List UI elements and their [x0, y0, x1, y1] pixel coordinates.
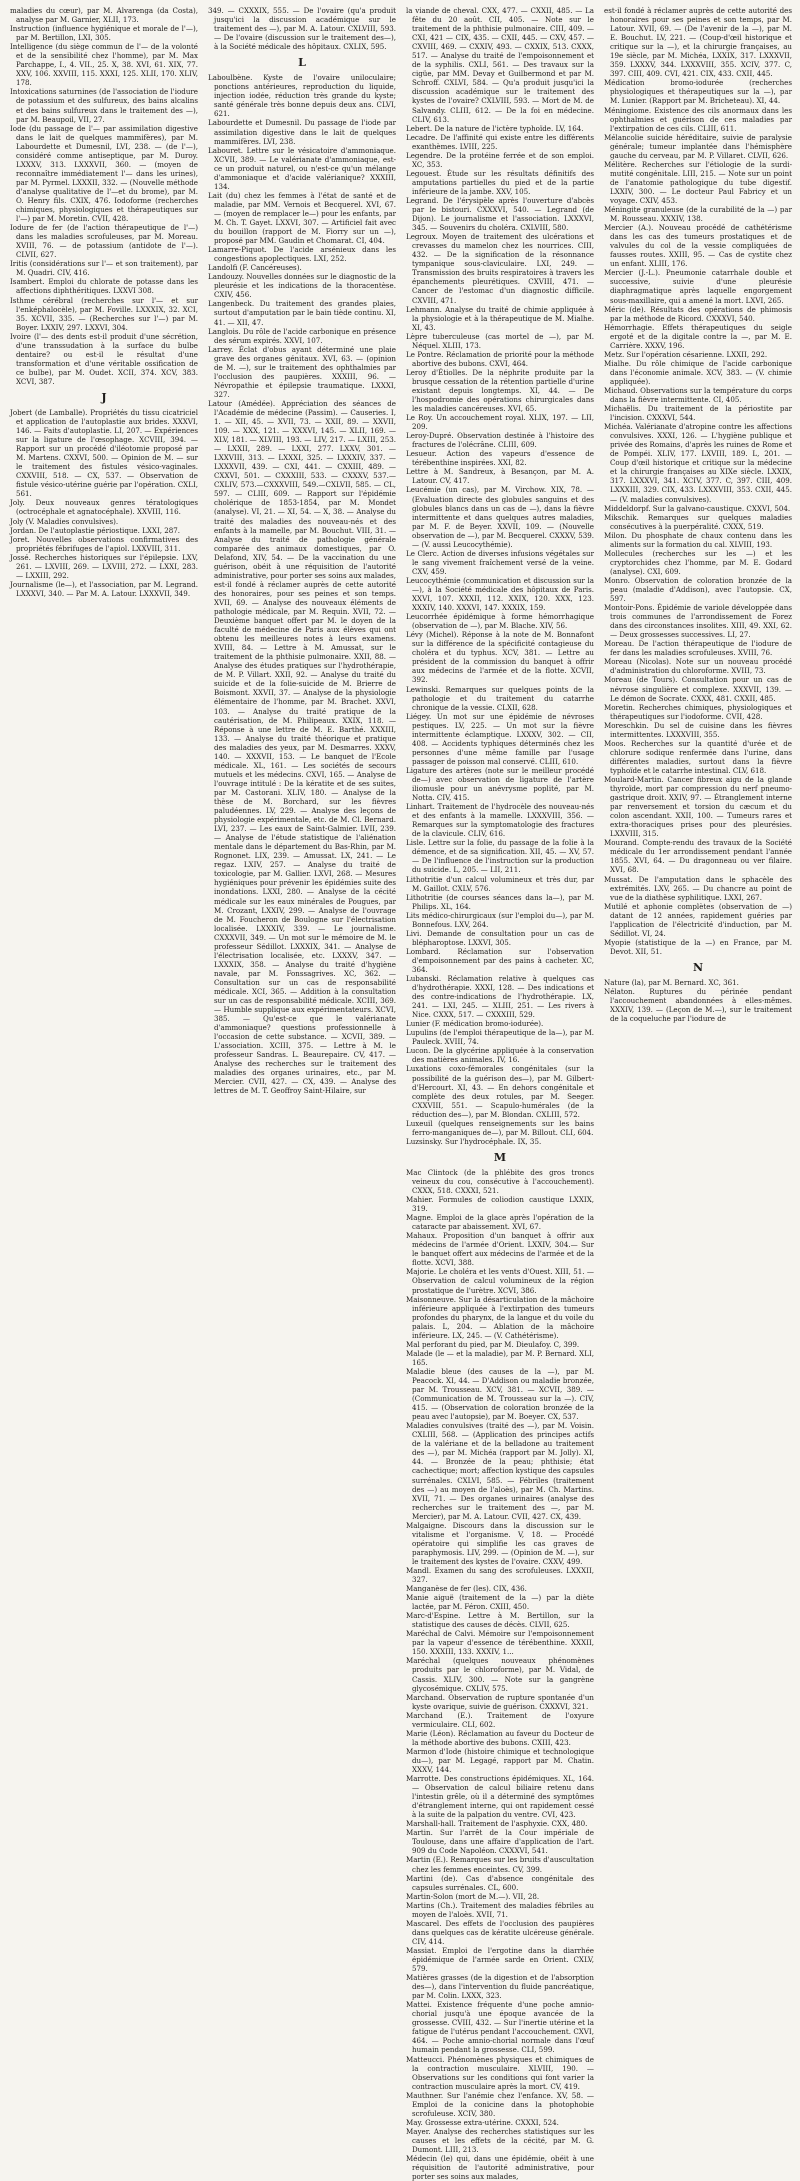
index-entry: 349. — CXXXIX, 555. — De l'ovaire (qu'a produit jusqu'ici la discussion académique sur le traitement des —), par M. A. Latour. CXLVIII, 593. — De l'ovaire (discussion sur le traitement des—), à la Société médicale des hôpitaux. CXLIX, 595.	[208, 6, 396, 52]
index-entry: Landouzy. Nouvelles données sur le diagnostic de la pleurésie et les indications de la thoracentèse. CXIV, 456.	[208, 272, 396, 300]
index-entry: Mutilé et aphonie complètes (observation de —) datant de 12 années, rapidement guéries par l'application de l'électricité d'induction, par M. Sédillot. VI, 24.	[604, 901, 792, 938]
index-entry: Maisonneuve. Sur la désarticulation de la mâchoire inférieure appliquée à l'extirpation des tumeurs profondes du pharynx, de la langue et du voile du palais. L, 204. — Ablation de la mâchoire inférieure. LX, 245. — (V. Cathétérisme).	[406, 1294, 594, 1340]
index-entry: Mikschik. Remarques sur quelques maladies consécutives à la puerpéralité. CXXX, 519.	[604, 512, 792, 531]
index-entry: Jordan. De l'autoplastie périostique. LXXI, 287.	[10, 525, 181, 535]
index-entry: Martin (E.). Remarques sur les bruits d'auscultation chez les femmes enceintes. CV, 399.	[406, 1855, 594, 1874]
index-entry: Iode (du passage de l'— par assimilation digestive dans le lait de quelques mammifères), par M. Labourdette et Dumesnil, LVI, 238. — (de l'—), considéré comme antiseptique, par M. Duroy. LXXXV, 313. LXXXVII, 360. — (moyen de reconnaître immédiatement l'— dans les urines), par M. Pyrmel. LXXXII, 332. — (Nouvelle méthode d'analyse qualitative de l'—et du brome), par M. O. Henry fils. CXIX, 476. Iodoforme (recherches chimiques, physiologiques et thérapeutiques sur l'—) par M. Moretin. CVII, 428.	[10, 123, 198, 224]
index-entry: Malade (le — et la maladie), par M. P. Bernard. XLI, 165.	[406, 1348, 594, 1367]
index-entry: Méningite granuleuse (de la curabilité de la —) par M. Rousseau. XXXIV, 138.	[604, 205, 792, 224]
index-entry: Lesueur. Action des vapeurs d'essence de térébenthine inspirées. XXI, 82.	[406, 449, 594, 468]
index-entry: Moreau (de Tours). Consultation pour un cas de névrose singulière et complexe. XXXVII, 139. — Le démon de Socrate. CXXX, 481. CXXII, 485.	[604, 675, 792, 703]
index-entry: Lucon. De la glycérine appliquée à la conservation des matières animales. IV, 16.	[406, 1046, 594, 1065]
index-entry: Malgaigne. Discours dans la discussion sur le vitalisme et l'organisme. V, 18. — Procédé opératoire qui simplifie les cas graves de paraphymosis. LIV, 299. — (Opinion de M. —), sur le traitement des kystes de l'ovaire. CXXV, 499.	[406, 1520, 594, 1566]
index-entry: Iritis (considérations sur l'— et son traitement), par M. Quadri. CIV, 416.	[10, 259, 198, 278]
index-entry: Moreau. De l'action thérapeutique de l'iodure de fer dans les maladies scrofuleuses. XVIII, 76.	[604, 639, 792, 658]
index-entry: Lettre à M. Sandreux, à Besançon, par M. A. Latour. CV, 417.	[406, 467, 594, 486]
index-entry: Legroux. Moyen de traitement des ulcérations et crevasses du mamelon chez les nourrices. CIII, 432. — De la signification de la résonnance tympanique sous-claviculaire. LXI, 249. — Transmission des bruits respiratoires à travers les épanchements pleurétiques. CXVIII, 471. — Cancer de l'estomac d'un diagnostic difficile. CXVIII, 471.	[406, 232, 594, 305]
index-entry: Lupulins (de l'emploi thérapeutique de la—), par M. Pauleck. XVIII, 74.	[406, 1028, 594, 1047]
index-entry: Michaëlis. Du traitement de la périostite par l'incision. CXXXVI, 544.	[604, 404, 792, 423]
index-entry: Legrand. De l'érysipèle après l'ouverture d'abcès par le bistouri. CXXXVI, 540. — Legrand (de Dijon). Le journalisme et l'association. LXXXVI, 345. — Souvenirs du choléra. CXLVIII, 580.	[406, 195, 594, 233]
index-entry: Marie (Léon). Réclamation au faveur du Docteur de la méthode abortive des bubons. CXIII, 423.	[406, 1728, 594, 1747]
index-entry: Joly. Deux nouveaux genres tératologiques (octrocéphale et agnatocéphale). XXVIII, 116.	[10, 498, 198, 517]
index-entry: Leroy-Dupré. Observation destinée à l'histoire des fractures de l'olécrâne. CLIII, 609.	[406, 431, 594, 450]
index-entry: Legendre. De la protéine ferrée et de son emploi. XC, 353.	[406, 150, 594, 169]
index-column-4	[604, 6, 792, 1094]
index-entry: Jossé. Recherches historiques sur l'épilepsie. LXV, 261. — LXVIII, 269. — LXVIII, 272. — LXXI, 283. — LXXIII, 292.	[10, 552, 198, 580]
index-entry: Moreschkin. Du sel de cuisine dans les fièvres intermittentes. LXXXVIII, 355.	[604, 720, 792, 739]
index-entry: Méric (de). Résultats des opérations de phimosis par la méthode de Ricord. CXXXVI, 540.	[604, 304, 792, 323]
index-entry: maladies du cœur), par M. Alvarenga (da Costa), analyse par M. Garnier, XLII, 173.	[10, 6, 198, 25]
index-entry: Mayer. Analyse des recherches statistiques sur les causes et les effets de la cécité, par M. G. Dumont. LIII, 213.	[406, 2126, 594, 2154]
index-entry: Martin. Sur l'arrêt de la Cour impériale de Toulouse, dans une affaire d'application de l'art. 909 du Code Napoléon. CXXXVI, 541.	[406, 1828, 594, 1856]
index-entry: Marmon d'Iode (histoire chimique et technologique du—), par M. Legagé, rapport par M. Chatin. XXXV, 144.	[406, 1746, 594, 1774]
index-entry: Luxeuil (quelques renseignements sur les bains ferro-manganiques de—), par M. Billout. CLI, 604.	[406, 1118, 594, 1137]
index-entry: May. Grossesse extra-utérine. CXXXI, 524.	[406, 2117, 559, 2127]
index-entry: Majorie. Le choléra et les vents d'Ouest. XIII, 51. — Observation de calcul volumineux de la région prostatique de l'urètre. XCVI, 386.	[406, 1267, 594, 1295]
index-entry: Intelligence (du siège commun de l'— de la volonté et de la sensibilité chez l'homme), par M. Max Parchappe, I., 4. VII., 25. X, 38. XVI, 61. XIX, 77. XXV, 106. XXVIII, 115. XXXI, 125. XLII, 170. XLIV, 178.	[10, 42, 198, 88]
index-entry: Lisle. Lettre sur la folie, du passage de la folie à la démence, et de sa signification. XII, 45. — XV, 57. — De l'influence de l'instruction sur la production du suicide. L, 205. — LII, 211.	[406, 838, 594, 875]
index-entry: Mialhe. Du rôle chimique de l'acide carbonique dans l'économie animale. XCV, 383. — (V. chimie appliquée).	[604, 358, 792, 386]
index-entry: Ivoire (l'— des dents est-il produit d'une sécrétion, d'une transsudation à la surface du bulbe dentaire? ou est-il le résultat d'une transformation et d'une véritable ossification de ce bulbe), par M. Oudet. XCII, 374. XCV, 383. XCVI, 387.	[10, 331, 198, 386]
index-entry: Lecadre. De l'affinité qui existe entre les différents exanthèmes. LVIII, 225.	[406, 132, 594, 151]
index-entry: Mélitère. Recherches sur l'étiologie de la surdi-mutité congénitale. LIII, 215. — Note sur un point de l'anatomie pathologique du tube digestif. LXXIV, 300. — Le docteur Paul Fabricy et un voyage. CXIV, 453.	[604, 159, 792, 205]
index-entry: Le Roy. Un accouchement royal. XLIX, 197. — LII, 209.	[406, 413, 594, 432]
index-entry: Le Pontre. Réclamation de priorité pour la méthode abortive des bubons. CXVI, 464.	[406, 349, 594, 368]
index-entry: Médication bromo-iodurée (recherches physiologiques et thérapeutiques sur la —), par M. Lunier. (Rapport par M. Bricheteau). XI, 44.	[604, 78, 792, 106]
index-entry: Manganèse de fer (les). CIX, 436.	[406, 1584, 527, 1594]
index-entry: Matteucci. Phénomènes physiques et chimiques de la contraction musculaire. XLVIII, 190. — Observations sur les conditions qui font varier la contraction musculaire après la mort. CV, 419.	[406, 2054, 594, 2091]
index-entry: Mahaux. Proposition d'un banquet à offrir aux médecins de l'armée d'Orient. LXXIV, 304.— Sur le banquet offert aux médecins de l'armée et de la flotte. XCVI, 388.	[406, 1231, 594, 1268]
section-letter-heading: L	[298, 56, 306, 70]
index-entry: Marrotte. Des constructions épidémiques. XL, 164. — Observation de calcul biliaire retenu dans l'intestin grêle, où il a déterminé des symptômes d'étranglement interne, qui ont rapidement cessé à la suite de la palpation du ventre. CVI, 423.	[406, 1774, 594, 1820]
index-entry: Luzsinsky. Sur l'hydrocéphale. IX, 35.	[406, 1136, 542, 1146]
index-entry: Leucorrhée épidémique à forme hémorrhagique (observation de —), par M. Blache. XIV, 56.	[406, 612, 594, 631]
index-entry: Mac Clintock (de la phlébite des gros troncs veineux du cou, consécutive à l'accouchement). CXXX, 518. CXXXI, 521.	[406, 1167, 594, 1195]
index-entry: Médecin (le) qui, dans une épidémie, obéit à une réquisition de l'autorité administrative, pour porter ses soins aux malades,	[406, 2154, 594, 2181]
index-entry: Lombard. Réclamation sur l'observation d'empoisonnement par des pains à cacheter. XC, 364.	[406, 946, 594, 974]
index-entry: Lehmann. Analyse du traité de chimie appliquée à la physiologie et à la thérapeutique de M. Mialhe. XI, 43.	[406, 304, 594, 332]
index-entry: Lamarre-Piquot. De l'acide arsénieux dans les congestions apoplectiques. LXI, 252.	[208, 245, 396, 264]
index-entry: Lithotritie d'un calcul volumineux et très dur, par M. Gaillot. CXLV, 576.	[406, 874, 594, 893]
index-entry: Lewinski. Remarques sur quelques points de la pathologie et du traitement du catarrhe chronique de la vessie. CLXII, 628.	[406, 684, 594, 712]
index-entry: Mussat. De l'amputation dans le sphacèle des extrémités. LXV, 265. — Du chancre au point de vue de la diathèse syphilitique. LXXI, 267.	[604, 874, 792, 902]
index-entry: la viande de cheval. CXX, 477. — CXXII, 485. — La fête du 20 août. CII, 405. — Note sur le traitement de la phthisie pulmonaire. CIII, 409. — CXI, 421 — CIX, 435. — CXII, 445. — CXV, 457. — CXVIII, 469. — CXXIV, 493. — CXXIX, 513. CXXX, 517. — Analyse du traité de l'empoisonnement et de la syphilis. CXLI, 561. — Des travaux sur la cigüe, par MM. Devay et Guilbermond et par M. Schroff. CXLVI, 584. — Qu'a produit jusqu'ici la discussion académique sur le traitement des kystes de l'ovaire? CXLVIII, 593. — Mort de M. de Salvandy. CLIII, 612. — De la foi en médecine. CLIV, 613.	[406, 6, 594, 124]
index-column-2	[208, 6, 396, 1094]
index-entry: Lithotritie (de courses séances dans la—), par M. Philips. XL, 164.	[406, 892, 594, 911]
index-entry: Maréchal (quelques nouveaux phénomènes produits par le chloroforme), par M. Vidal, de Cassis. XLIV, 300. — Note sur la gangrène glycosémique. CXLIV, 575.	[406, 1656, 594, 1693]
index-entry: Isambert. Emploi du chlorate de potasse dans les affections diphthéritiques. LXXVI 308.	[10, 277, 198, 296]
index-entry: Mollecules (recherches sur les —) et les cryptorchides chez l'homme, par M. E. Godard (analyse). CXI, 609.	[604, 548, 792, 576]
index-entry: Jobert (de Lamballe). Propriétés du tissu cicatriciel et application de l'autoplastie aux brides. XXXVI, 146. — Faits d'autoplastie. LI, 207. — Expériences sur la ligature de l'œsophage. XCVIII, 394. — Rapport sur un procédé d'iléotomie proposé par M. Martens. CXXVI, 500. — Opinion de M. — sur le traitement des fistules vésico-vaginales. CXXVIII, 518. — CX, 537. — Observation de fistule vésico-utérine guérie par l'opération. CXLI, 561.	[10, 407, 198, 499]
index-entry: Livi. Demande de consultation pour un cas de blépharoptose. LXXVI, 305.	[406, 928, 594, 947]
index-entry: Mal perforant du pied, par M. Dieulafoy. C, 399.	[406, 1339, 580, 1349]
index-entry: Liégey. Un mot sur une épidémie de névroses pestiques. LV, 225. — Un mot sur la fièvre intermittente éclamptique. LXXXV, 302. — CII, 408. — Accidents typhiques déterminés chez les personnes d'une même famille par l'usage passager de poisson mal conservé. CLIII, 610.	[406, 711, 594, 766]
section-letter-heading: J	[101, 390, 107, 404]
index-entry: Metz. Sur l'opération césarienne. LXXII, 292.	[604, 349, 768, 359]
index-entry: Marc-d'Espine. Lettre à M. Bertillon, sur la statistique des causes de décès. CLVII, 625.	[406, 1611, 594, 1630]
index-entry: Montoir-Pons. Épidémie de variole développée dans trois communes de l'arrondissement de Forez dans des circonstances insolites. XIII, 49. XXI, 62. — Deux grossesses successives. LI, 27.	[604, 603, 792, 640]
index-entry: Latour (Amédée). Appréciation des séances de l'Académie de médecine (Passim). — Causeries. I, 1. — XII, 45. — XVII, 73. — XXII, 89. — XXVII, 109. — XXX, 121. — XXXVI, 145. — XLII, 169. — XLV, 181. — XLVIII, 193. — LIV, 217. — LXIII, 253. — LXXII, 289. — LXXI, 277. LXXV, 301. — LXXVIII, 313. — LXXXI, 325. — LXXXIV, 337. — LXXXVII, 439. — CXI, 441. — CXXIII, 489. — CXXVI, 501. — CXXXIII, 533. — CXXXV, 537.— CXLIV, 573.—CXXXVIII, 549.—CXLVII, 585. — CL, 597. — CLIII, 609. — Rapport sur l'épidémie cholérique de 1853-1854, par M. Mondet (analyse). VI, 21. — XI, 54. — X, 38. — Analyse du traité des maladies des nouveau-nés et des enfants à la mamelle, par M. Bouchut. VIII, 31. — Analyse du traité de pathologie générale comparée des animaux domestiques, par O. Delafond, XIV, 54. — De la vaccination du une guérison, obéit à une réquisition de l'autorité administrative, pour porter ses soins aux malades, est-il fondé à réclamer auprès de cette autorité des honoraires, pour ses peines et son temps. XVII, 69. — Analyse des nouveaux éléments de pathologie médicale, par M. Requin. XVII, 72. — Deuxième banquet offert par M. le doyen de la faculté de médecine de Paris aux élèves qui ont obtenu les meilleures notes à leurs examens. XVIII, 84. — Lettre à M. Amussat, sur le traitement de la phthisie pulmonaire. XXII, 88. — Analyse des études pratiques sur l'hydrothérapie, de M. P. Villart. XXII, 92. — Analyse du traité du suicide et de la folie-suicide de M. Brierre de Boismont. XXVII, 37. — Analyse de la physiologie élémentaire de l'homme, par M. Brachet. XXVI, 103. — Analyse du traité pratique de la cautérisation, de M. Philipeaux. XXIX, 118. — Réponse à une lettre de M. E. Barthé. XXXIII, 133. — Analyse du traité théorique et pratique des maladies des yeux, par M. Desmarres. XXXV, 140. — XXXVII, 153. — Le banquet de l'Ecole médicale. XL, 161. — Les sociétés de secours mutuels et les médecins. CXVI, 165. — Analyse de l'ouvrage intitulé : De la kératite et de ses suites, par M. Castorani. XLIV, 180. — Analyse de la thèse de M. Borchard, sur les fièvres paludéennes. LV, 229. — Analyse des leçons de physiologie expérimentale, etc. de M. Cl. Bernard. LVI, 237. — Les eaux de Saint-Galmier. LVII, 239. — Analyse de l'étude statistique de l'aliénation mentale dans le département du Bas-Rhin, par M. Rognonet. LIX, 239. — Amussat. LX, 241. — Le regaz. LXIV, 257. — Analyse du traité de toxicologie, par M. Gallier. LXVI, 268. — Mesures hygiéniques pour prévenir les épidémies suite des inondations. LXXI, 280. — Analyse de la cécité médicale sur les eaux minérales de Pougues, par M. Crozant, LXXIV, 299. — Analyse de l'ouvrage de M. Foucheron de Boulogne sur l'électrisation localisée. LXXXIV, 339. — Le journalisme. CXXXVII, 349. — Un mot sur le mémoire de M. le professeur Sédillot. LXXXIX, 341. — Analyse de l'électrisation localisée, etc. LXXXV, 347. — LXXXIX, 358. — Analyse du traité d'hygiène navale, par M. Fonssagrives. XC, 362. — Consultation sur un cas de responsabilité médicale. XCI, 365. — Addition à la consultation sur un cas de responsabilité médicale. XCIII, 369. — Humble supplique aux expérimentateurs. XCVI, 385. — Qu'est-ce que le valérianate d'ammoniaque? questions professionnelle à l'occasion de cette substance. — XCVII, 389. — L'association. XCIII, 375. — Lettre à M. le professeur Sandras. L. Beaurepaire. CV, 417. — Analyse des recherches sur le traitement des maladies des organes urinaires, etc., par M. Mercier. CVII, 427. — CX, 439. — Analyse des lettres de M. T. Geoffroy Saint-Hilaire, sur	[208, 398, 396, 1096]
index-entry: Moulard-Martin. Cancer fibreux aigu de la glande thyroïde, mort par compression du nerf pneumo-gastrique droit. XXIV, 97. — Étranglement interne par renversement et torsion du cæcum et du colon ascendant. XXII, 100. — Tumeurs rares et extra-thoraciques prises pour des pleurésies. LXXVIII, 315.	[604, 774, 792, 839]
index-entry: Moretin. Recherches chimiques, physiologiques et thérapeutiques sur l'iodoforme. CVII, 428.	[604, 702, 792, 721]
index-entry: Nélaton. Ruptures du périnée pendant l'accouchement abandonnées à elles-mêmes. XXXIV, 139. — (Leçon de M.—), sur le traitement de la coqueluche par l'iodure de	[604, 986, 792, 1024]
index-entry: Lèpre tuberculeuse (cas mortel de —), par M. Néquel. XLIII, 173.	[406, 331, 594, 350]
index-entry: Maladies convulsives (traité des —), par M. Voisin. CXLIII, 568. — (Application des principes actifs de la valériane et de la belladone au traitement des —), par M. Michéa (rapport par M. Jolly). XI, 44. — Bronzée de la peau; phthisie; état cachectique; mort; affection kystique des capsules surrénales. CXLVI, 585. — Fébriles (traitement des —) au moyen de l'aloès), par M. Ch. Martins. XVII, 71. — Des organes urinaires (analyse des recherches sur le traitement des —, par M. Mercier), par M. A. Latour. CVII, 427. CX, 439.	[406, 1421, 594, 1521]
index-entry: Martins (Ch.). Traitement des maladies fébriles au moyen de l'aloès. XVII, 71.	[406, 1900, 594, 1919]
index-entry: Mauthner. Sur l'anémie chez l'enfance. XV, 58. — Emploi de la conicine dans la photophobie scrofuleuse. XCIV, 380.	[406, 2090, 594, 2118]
index-entry: Intoxications saturnines (de l'association de l'iodure de potassium et des sulfureux, des bains alcalins et des bains sulfureux dans le traitement des —), par M. Beaupoil, VII, 27.	[10, 87, 198, 124]
index-entry: Leucocythémie (communication et discussion sur la —), à la Société médicale des hôpitaux de Paris. XXVI, 107. XXXII, 112. XXIX, 120. XXX, 123. XXXIV, 140. XXXVI, 147. XXXIX, 159.	[406, 575, 594, 613]
index-entry: Moos. Recherches sur la quantité d'urée et de chlorure sodique renfermée dans l'urine, dans différentes maladies, surtout dans la fièvre typhoïde et le catarrhe intestinal. CLV, 618.	[604, 738, 792, 775]
index-entry: Middeldorpf. Sur la galvano-caustique. CXXVI, 504.	[604, 503, 791, 513]
index-entry: Mahier. Formules de coliodion caustique LXXIX, 319.	[406, 1195, 594, 1214]
index-entry: Massiat. Emploi de l'ergotine dans la diarrhée épidémique de l'armée sarde en Orient. CXLV, 579.	[406, 1945, 594, 1974]
index-entry: Monro. Observation de coloration bronzée de la peau (maladie d'Addison), avec l'autopsie. CX, 597.	[604, 575, 792, 604]
index-entry: Langenbeck. Du traitement des grandes plaies, surtout d'amputation par le bain tiède continu. XI, 41. — XII, 47.	[208, 299, 396, 327]
index-entry: Moreau (Nicolas). Note sur un nouveau procédé d'administration du chloroforme. XVIII, 73.	[604, 657, 792, 676]
index-entry: Lits médico-chirurgicaux (sur l'emploi du—), par M. Bonnefous. LXV, 264.	[406, 910, 594, 929]
index-entry: Maladie bleue (des causes de la —), par M. Peacock. XI, 44. — D'Addison ou maladie bronzée, par M. Trousseau. XCV, 381. — XCVII, 389. — (Communication de M. Trousseau sur la —). CIV, 415. — (Observation de coloration bronzée de la peau avec l'autopsie), par M. Boeyer. CX, 537.	[406, 1366, 594, 1422]
index-entry: Mélancolie suicide héréditaire, suivie de paralysie générale; tumeur implantée dans l'hémisphère gauche du cerveau, par M. P. Villaret. CLVII, 626.	[604, 132, 792, 160]
index-entry: Luxations coxo-fémorales congénitales (sur la possibilité de la guérison des—), par M. Gilbert-d'Hercourt. XI, 43. — En dehors congénitale et complète des deux rotules, par M. Seeger. CXXVIII, 551. — Scapulo-humérales (de la réduction des—), par M. Blondan. CXLIII, 572.	[406, 1064, 594, 1119]
index-entry: Lunier (F. médication bromo-iodurée).	[406, 1019, 544, 1029]
index-entry: Myopie (statistique de la —) en France, par M. Devot. XII, 51.	[604, 937, 792, 956]
index-column-3	[406, 6, 594, 2181]
index-entry: Lévy (Michel). Réponse à la note de M. Bonnafont sur la différence de la spécificité contagieuse du choléra et du typhus. XCV, 381. — Lettre au président de la commission du banquet à offrir aux médecins de l'armée et de la flotte. XCVII, 392.	[406, 630, 594, 685]
index-entry: Leroy d'Étiolles. De la néphrite produite par la brusque cessation de la rétention partielle d'urine existant depuis longtemps. XI, 44. — De l'hospodromie des opérations chirurgicales dans les maladies cancéreuses. XVI, 65.	[406, 367, 594, 414]
index-column-1	[10, 6, 198, 1094]
index-entry: Mascarel. Des effets de l'occlusion des paupières dans quelques cas de kératite ulcéreuse générale. CIV, 414.	[406, 1918, 594, 1946]
index-entry: Marchand (E.). Traitement de l'oxyure vermiculaire. CLI, 602.	[406, 1710, 594, 1729]
index-entry: Michaud. Observations sur la température du corps dans la fièvre intermittente. CI, 405.	[604, 385, 792, 405]
index-entry: Méningiome. Existence des cils anormaux dans les ophthalmies et guérison de ces maladies par l'extirpation de ces cils. CLIII, 611.	[604, 105, 792, 133]
index-entry: Lebert. De la nature de l'ictère typhoïde. LV, 164.	[406, 123, 584, 133]
index-entry: Martin-Solon (mort de M.—). VII, 28.	[406, 1891, 540, 1901]
index-entry: Mercier (A.). Nouveau procédé de cathétérisme dans les cas des tumeurs prostatiques et de valvules du col de la vessie compliquées de fausses routes. XXIII, 95. — Cas de cystite chez un enfant. XLIII, 176.	[604, 223, 792, 269]
index-entry: Le Clerc. Action de diverses infusions végétales sur le sang vivement fraîchement versé de la veine. CXV, 459.	[406, 548, 594, 576]
index-entry: Lubanski. Réclamation relative à quelques cas d'hydrothérapie. XXXI, 128. — Des indications et des contre-indications de l'hydrothérapie. LX, 241. — LXI, 245. — XLIII, 251. — Les rivers à Nice. CXXX, 517. — CXXXIII, 529.	[406, 974, 594, 1020]
index-entry: Joly (V. Maladies convulsives).	[10, 516, 119, 526]
index-entry: Langlois. Du rôle de l'acide carbonique en présence des sérum expirés. XXVI, 107.	[208, 326, 396, 345]
index-entry: Isthme cérébral (recherches sur l'— et sur l'enképhalocèle), par M. Foville. LXXXIX, 32. XCI, 35. XCVII, 335. — (Recherches sur l'—) par M. Boyer. LXXIV, 297. LXXVI, 304.	[10, 295, 198, 332]
index-entry: Michéa. Valérianate d'atropine contre les affections convulsives. XXXI, 126. — L'hygiène publique et privée des Romains, d'après les ruines de Rome et de Pompéi. XLIV, 177. LXVIII, 189. L, 201. — Coup d'œil historique et critique sur la médecine et la chirurgie françaises au XIXe siècle. LXXIX, 317. LXXXVI, 341. XCIV, 377. C, 397. CIII, 409. LXXXIII, 329. CIX, 433. LXXXVIII, 353. CXII, 445. — (V. maladies convulsives).	[604, 422, 792, 504]
index-entry: Legouest. Étude sur les résultats définitifs des amputations partielles du pied et de la partie inférieure de la jambe. XXV, 105.	[406, 168, 594, 196]
index-entry: Maréchal de Calvi. Mémoire sur l'empoisonnement par la vapeur d'essence de térébenthine. XXXII, 150. XXXIII, 133. XXXIV, 1...	[406, 1629, 594, 1657]
index-entry: Mourand. Compte-rendu des travaux de la Société médicale du 1er arrondissement pendant l'année 1855. XVI, 64. — Du dragonneau ou ver filaire. XVI, 68.	[604, 838, 792, 875]
index-entry: Mattei. Existence fréquente d'une poche amnio-chorial jusqu'à une époque avancée de la grossesse. CVIII, 432. — Sur l'inertie utérine et la fatigue de l'utérus pendant l'accouchement. CXVI, 464. — Poche amnio-chorial normale dans l'œuf humain pendant la grossesse. CLI, 599.	[406, 2000, 594, 2055]
index-entry: est-il fondé à réclamer auprès de cette autorité des honoraires pour ses peines et son temps, par M. Latour. XVII, 69. — (De l'avenir de la —), par M. E. Bouchut. LV, 221. — (Coup-d'œil historique et critique sur la —), et la chirurgie françaises, au 19e siècle, par M. Michéa, LXXIX, 317. LXXXVII, 359. LXXXV, 344. LXXXVIII, 355. XCIV, 377. C, 397. CIII, 409. CVI, 421. CIX, 433. CXII, 445.	[604, 6, 792, 79]
index-entry: Laboulbène. Kyste de l'ovaire uniloculaire; ponctions antérieures, reproduction du liquide, injection iodée, réduction très grande du kyste; santé générale très bonne depuis deux ans. CLVI, 621.	[208, 73, 396, 119]
index-entry: Joret. Nouvelles observations confirmatives des propriétés fébrifuges de l'apiol. LXXVIII, 311.	[10, 534, 198, 553]
index-entry: Mandl. Examen du sang des scrofuleuses. LXXXII, 327.	[406, 1565, 594, 1585]
index-entry: Hémorrhagie. Effets thérapeutiques du seigle ergoté et de la digitale contre la —, par M. E. Carrière. XXXV, 196.	[604, 322, 792, 350]
index-entry: Martini (de). Cas d'absence congénitale des capsules surrénales. CL, 600.	[406, 1873, 594, 1892]
index-entry: Manie aiguë (traitement de la —) par la diète lactée, par M. Féron. CXIII, 450.	[406, 1593, 594, 1612]
index-entry: Ligature des artères (note sur le meilleur procédé de—) avec observation de ligature de l'artère iliomusle pour un anévrysme poplité, par M. Notta. CIV, 415.	[406, 765, 594, 803]
index-entry: Lait (du) chez les femmes à l'état de santé et de maladie, par MM. Vernois et Becquerel. XVI, 67. — (moyen de remplacer le—) pour les enfants, par M. Ch. T. Gayet. LXXVI, 307. — Artificiel fait avec du bouillon (rapport de M. Fiorry sur un —), proposé par MM. Gaudin et Chomarat. CI, 404.	[208, 190, 396, 246]
index-entry: Magne. Emploi de la glace après l'opération de la cataracte par abaissement. XVI, 67.	[406, 1213, 594, 1232]
index-entry: Iodure de fer (de l'action thérapeutique de l'—) dans les maladies scrofuleuses, par M. Moreau. XVIII, 76. — de potassium (antidote de l'—). CLVII, 627.	[10, 223, 198, 260]
index-entry: Instruction (influence hygiénique et morale de l'—), par M. Bertillon, LXI, 305.	[10, 24, 198, 43]
section-letter-heading: N	[692, 960, 704, 974]
index-entry: Matières grasses (de la digestion et de l'absorption des—), dans l'intervention du fluide pancréatique, par M. Colin. LXXX, 323.	[406, 1973, 594, 2001]
index-entry: Leucémie (un cas), par M. Virchow. XIX, 78. — (Evaluation directe des globules sanguins et des globules blancs dans un cas de —), dans la fièvre intermittente et dans quelques autres maladies, par M. F. de Beyer. XXVII, 109. — (Nouvelle observation de —), par M. Becquerel. CXXXV, 539. — (V. aussi Leucocythémie).	[406, 485, 594, 549]
index-entry: Larrey. Éclat d'obus ayant déterminé une plaie grave des organes génitaux. XVI, 63. — (opinion de M. —), sur le traitement des ophthalmies par l'occlusion des paupières. XXXIII, 96. — Névropathie et épilepsie traumatique. LXXXI, 327.	[208, 344, 396, 399]
index-entry: Labouret. Lettre sur le vésicatoire d'ammoniaque. XCVII, 389. — Le valérianate d'ammoniaque, est-ce un produit naturel, ou n'est-ce qu'un mélange d'ammoniaque et d'acide valérianique? XXXIII, 134.	[208, 145, 396, 191]
index-entry: Mercier (J.-L.). Pneumonie catarrhale double et successive, suivie d'une pleurésie diaphragmatique après laquelle engorgement sous-maxillaire, qui a amené la mort. LXVI, 265.	[604, 268, 792, 305]
index-entry: Marchand. Observation de rupture spontanée d'un kyste ovarique, suivie de guérison. CXXXVI, 321.	[406, 1692, 594, 1711]
index-entry: Journalisme (le—), et l'association, par M. Legrand. LXXXVI, 340. — Par M. A. Latour. LXXXVII, 349.	[10, 579, 198, 598]
index-entry: Linhart. Traitement de l'hydrocèle des nouveau-nés et des enfants à la mamelle. LXXXVIII, 356. — Remarques sur la symptomatologie des fractures de la clavicule. CLIV, 616.	[406, 802, 594, 839]
section-letter-heading: M	[493, 1150, 507, 1164]
index-entry: Marshall-hall. Traitement de l'asphyxie. CXX, 480.	[406, 1819, 588, 1829]
index-entry: Landolfi (F. Cancéreuses).	[208, 263, 302, 273]
index-entry: Nature (la), par M. Bernard. XC, 361.	[604, 977, 739, 987]
index-entry: Labourdette et Dumesnil. Du passage de l'iode par assimilation digestive dans le lait de quelques mammifères. LVI, 238.	[208, 118, 396, 146]
index-entry: Milon. Du phosphate de chaux contenu dans les aliments sur la formation du cal. XLVIII, 193.	[604, 530, 792, 549]
